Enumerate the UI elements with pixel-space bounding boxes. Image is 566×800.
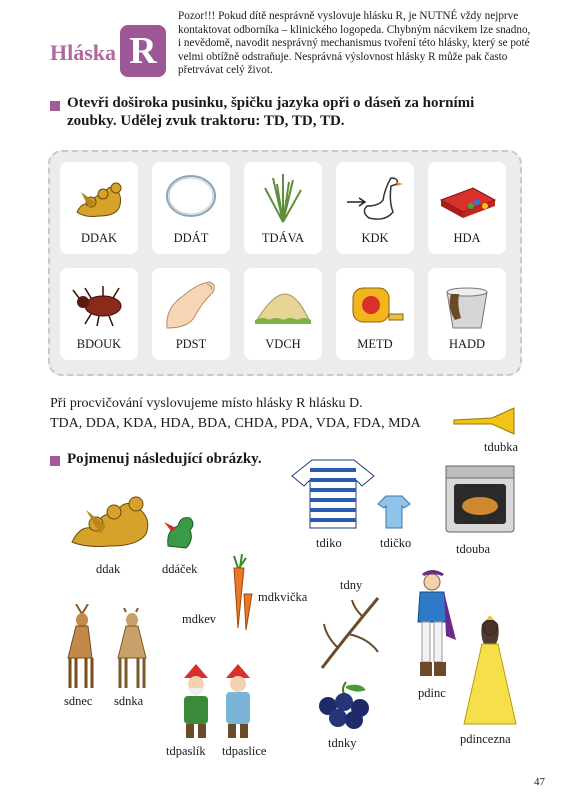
tshirt-icon	[376, 494, 412, 530]
small-dragon-icon	[160, 510, 200, 552]
card-pdst[interactable]	[152, 268, 230, 360]
card-vdch[interactable]	[244, 268, 322, 360]
tape-measure-icon	[345, 278, 405, 330]
bullet-square	[50, 456, 60, 466]
striped-shirt-icon	[290, 456, 376, 530]
word-ddak: ddak	[96, 562, 121, 576]
card-ddat[interactable]	[152, 162, 230, 254]
finger-icon	[161, 278, 221, 330]
word-mdkvicka: mdkvička	[258, 590, 308, 604]
instruction-articulation: Otevři doširoka pusinku, špičku jazyka opři o dáseň za horními zoubky. Udělej zvuk traktoru: TD, TD, TD.	[67, 95, 475, 129]
deer-buck-icon	[62, 604, 98, 690]
word-sdnec: sdnec	[64, 694, 93, 708]
practice-syllables: TDA, DDA, KDA, HDA, BDA, CHDA, PDA, VDA, FDA, MDA	[50, 416, 421, 431]
word-mdkev: mdkev	[182, 612, 217, 626]
card-label: VDCH	[265, 337, 301, 351]
hill-icon	[253, 278, 313, 330]
card-metd[interactable]	[336, 268, 414, 360]
blueberries-icon	[316, 680, 374, 730]
letter-badge: R	[120, 25, 166, 77]
card-label: TDÁVA	[261, 231, 305, 245]
word-pdinc: pdinc	[418, 686, 446, 700]
carrot-icon	[224, 554, 256, 632]
wire-ring-icon	[161, 172, 221, 224]
card-label: DDAK	[80, 231, 118, 245]
card-ddak[interactable]	[60, 162, 138, 254]
lesson-title: Hláska	[50, 40, 117, 65]
practice-text-1: Při procvičování vyslovujeme místo hlásky R hlásku D.	[50, 396, 363, 411]
word-tdubka: tdubka	[484, 440, 519, 454]
word-ddacek: ddáček	[162, 562, 198, 576]
word-tdpaslice: tdpaslice	[222, 744, 267, 758]
card-label: KDK	[361, 231, 389, 245]
prince-icon	[408, 566, 458, 682]
beetle-icon	[69, 278, 129, 330]
bullet-square	[50, 101, 60, 111]
card-hda[interactable]	[428, 162, 506, 254]
picture-card-grid	[48, 150, 522, 376]
card-hadd[interactable]	[428, 268, 506, 360]
dragon-icon	[69, 172, 129, 224]
card-label: HADD	[448, 337, 486, 351]
card-tdava[interactable]	[244, 162, 322, 254]
word-tdpaslik: tdpaslík	[166, 744, 206, 758]
page-number: 47	[534, 776, 545, 788]
thorn-branch-icon	[318, 594, 382, 672]
bucket-icon	[437, 278, 497, 330]
word-tdiko: tdiko	[316, 536, 342, 550]
dragon-icon	[66, 484, 158, 550]
card-bdouk[interactable]	[60, 268, 138, 360]
word-tdicko: tdičko	[380, 536, 412, 550]
word-pdincezna: pdincezna	[460, 732, 511, 746]
deer-doe-icon	[112, 608, 152, 690]
grass-icon	[253, 172, 313, 224]
board-game-icon	[437, 172, 497, 224]
word-tdny: tdny	[340, 578, 363, 592]
word-tdouba: tdouba	[456, 542, 491, 556]
card-label: BDOUK	[76, 337, 122, 351]
trumpet-icon	[452, 406, 518, 436]
princess-icon	[460, 616, 520, 728]
dwarfs-icon	[176, 664, 260, 740]
warning-notice: Pozor!!! Pokud dítě nesprávně vyslovuje hlásku R, je NUTNÉ vždy nejprve kontaktovat odborníka – klinického logopeda. Chybným nácvikem lze snadno, i nevědomě, navodit nesprávný mechanismus tvoření této hlásky, který se poté velmi obtížně odstraňuje. Nesprávná výslovnost hlásky R může pak často přetrvávat celý život.	[178, 10, 531, 77]
card-label: DDÁT	[173, 231, 209, 245]
card-label: PDST	[175, 337, 207, 351]
word-tdnky: tdnky	[328, 736, 357, 750]
goose-icon	[345, 172, 405, 224]
card-label: HDA	[453, 231, 481, 245]
card-kdk[interactable]	[336, 162, 414, 254]
oven-icon	[444, 464, 516, 534]
word-sdnka: sdnka	[114, 694, 144, 708]
instruction-name-pictures: Pojmenuj následující obrázky.	[67, 451, 262, 467]
card-label: METD	[357, 337, 393, 351]
